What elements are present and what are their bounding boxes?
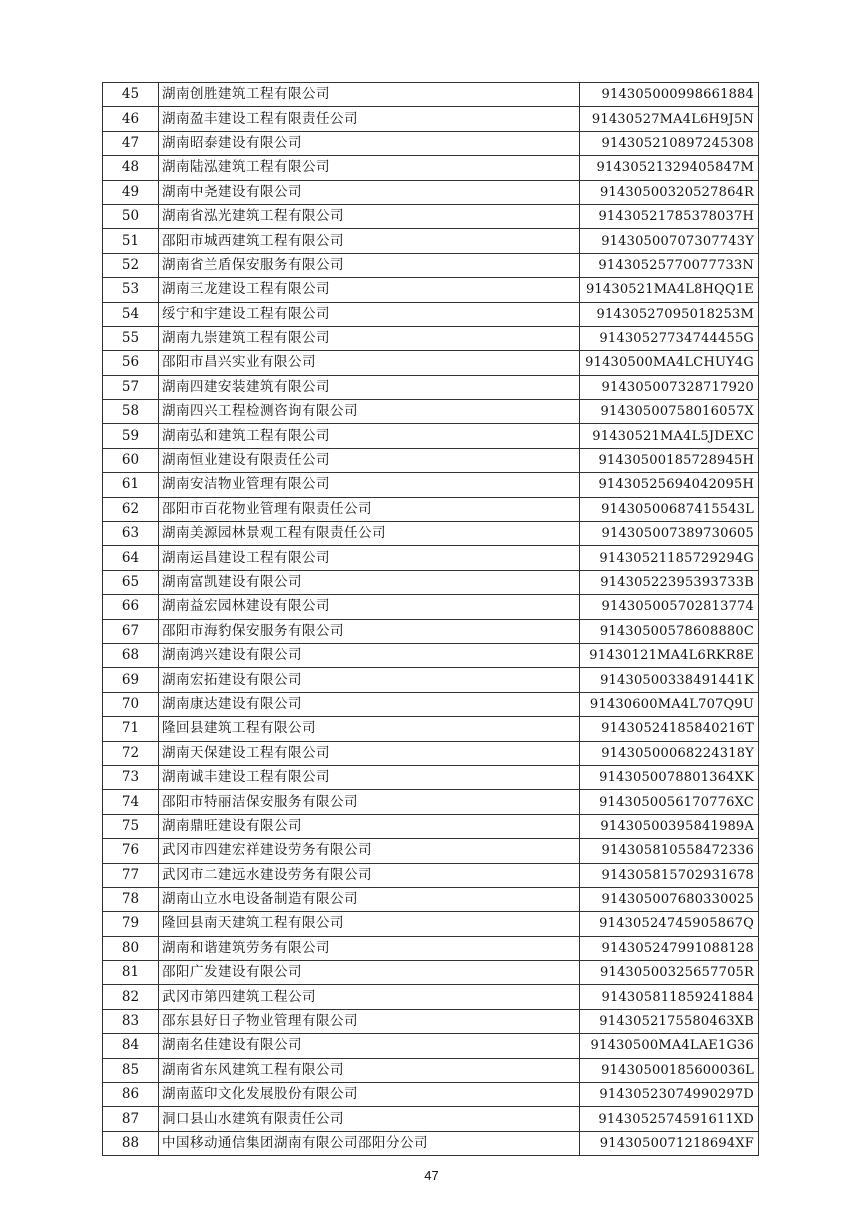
table-row	[103, 765, 759, 789]
company-name: 湖南安洁物业管理有限公司	[159, 473, 580, 497]
company-name: 邵阳市城西建筑工程有限公司	[159, 229, 580, 253]
company-name: 绥宁和宇建设工程有限公司	[159, 302, 580, 326]
credit-code: 914305810558472336	[580, 839, 759, 863]
table-row	[103, 156, 759, 180]
company-name: 湖南创胜建筑工程有限公司	[159, 83, 580, 107]
credit-code: 91430500687415543L	[580, 497, 759, 521]
row-number: 78	[103, 887, 159, 911]
row-number: 55	[103, 326, 159, 350]
company-table	[102, 82, 759, 1156]
table-row	[103, 570, 759, 594]
table-row	[103, 1009, 759, 1033]
company-name: 武冈市二建远水建设劳务有限公司	[159, 863, 580, 887]
company-name: 湖南四兴工程检测咨询有限公司	[159, 400, 580, 424]
table-row	[103, 107, 759, 131]
table-row	[103, 229, 759, 253]
row-number: 65	[103, 570, 159, 594]
credit-code: 914305000998661884	[580, 83, 759, 107]
credit-code: 91430500068224318Y	[580, 741, 759, 765]
page-number: 47	[424, 1168, 439, 1183]
row-number: 50	[103, 204, 159, 228]
credit-code: 91430500707307743Y	[580, 229, 759, 253]
row-number: 63	[103, 522, 159, 546]
row-number: 87	[103, 1107, 159, 1131]
credit-code: 914305007389730605	[580, 522, 759, 546]
row-number: 66	[103, 595, 159, 619]
row-number: 74	[103, 790, 159, 814]
company-name: 湖南省东风建筑工程有限公司	[159, 1058, 580, 1082]
company-name: 湖南鸿兴建设有限公司	[159, 643, 580, 667]
row-number: 76	[103, 839, 159, 863]
table-row	[103, 692, 759, 716]
row-number: 72	[103, 741, 159, 765]
row-number: 48	[103, 156, 159, 180]
company-name: 湖南诚丰建设工程有限公司	[159, 765, 580, 789]
credit-code: 91430121MA4L6RKR8E	[580, 643, 759, 667]
credit-code: 91430500MA4LAE1G36	[580, 1034, 759, 1058]
company-name: 湖南九崇建筑工程有限公司	[159, 326, 580, 350]
row-number: 80	[103, 936, 159, 960]
company-name: 湖南天保建设工程有限公司	[159, 741, 580, 765]
row-number: 69	[103, 668, 159, 692]
credit-code: 914305811859241884	[580, 985, 759, 1009]
table-row	[103, 1058, 759, 1082]
row-number: 70	[103, 692, 159, 716]
company-name: 武冈市第四建筑工程公司	[159, 985, 580, 1009]
row-number: 51	[103, 229, 159, 253]
table-row	[103, 985, 759, 1009]
credit-code: 91430527734744455G	[580, 326, 759, 350]
company-name: 湖南运昌建设工程有限公司	[159, 546, 580, 570]
table-row	[103, 278, 759, 302]
row-number: 83	[103, 1009, 159, 1033]
row-number: 67	[103, 619, 159, 643]
row-number: 84	[103, 1034, 159, 1058]
company-name: 湖南四建安装建筑有限公司	[159, 375, 580, 399]
company-name: 湖南宏拓建设有限公司	[159, 668, 580, 692]
table-row	[103, 131, 759, 155]
table-row	[103, 717, 759, 741]
credit-code: 914305815702931678	[580, 863, 759, 887]
row-number: 62	[103, 497, 159, 521]
table-row	[103, 668, 759, 692]
row-number: 45	[103, 83, 159, 107]
table-row	[103, 326, 759, 350]
company-name: 湖南盈丰建设工程有限责任公司	[159, 107, 580, 131]
company-name: 中国移动通信集团湖南有限公司邵阳分公司	[159, 1131, 580, 1155]
row-number: 52	[103, 253, 159, 277]
table-row	[103, 375, 759, 399]
credit-code: 91430521MA4L8HQQ1E	[580, 278, 759, 302]
company-name: 武冈市四建宏祥建设劳务有限公司	[159, 839, 580, 863]
table-row	[103, 936, 759, 960]
company-name: 邵阳广发建设有限公司	[159, 961, 580, 985]
row-number: 73	[103, 765, 159, 789]
company-name: 湖南名佳建设有限公司	[159, 1034, 580, 1058]
row-number: 56	[103, 351, 159, 375]
credit-code: 91430500578608880C	[580, 619, 759, 643]
company-name: 湖南益宏园林建设有限公司	[159, 595, 580, 619]
row-number: 54	[103, 302, 159, 326]
row-number: 79	[103, 912, 159, 936]
table-row	[103, 351, 759, 375]
company-name: 湖南弘和建筑工程有限公司	[159, 424, 580, 448]
table-row	[103, 1083, 759, 1107]
table-row	[103, 424, 759, 448]
company-table-container	[102, 82, 758, 1156]
table-row	[103, 204, 759, 228]
row-number: 71	[103, 717, 159, 741]
credit-code: 914305007680330025	[580, 887, 759, 911]
row-number: 82	[103, 985, 159, 1009]
credit-code: 9143050071218694XF	[580, 1131, 759, 1155]
credit-code: 91430521185729294G	[580, 546, 759, 570]
table-row	[103, 887, 759, 911]
credit-code: 91430527095018253M	[580, 302, 759, 326]
credit-code: 91430500758016057X	[580, 400, 759, 424]
row-number: 68	[103, 643, 159, 667]
table-row	[103, 863, 759, 887]
credit-code: 91430500395841989A	[580, 814, 759, 838]
company-name: 湖南山立水电设备制造有限公司	[159, 887, 580, 911]
credit-code: 91430522395393733B	[580, 570, 759, 594]
company-name: 邵阳市昌兴实业有限公司	[159, 351, 580, 375]
credit-code: 91430500338491441K	[580, 668, 759, 692]
table-row	[103, 814, 759, 838]
credit-code: 9143052574591611XD	[580, 1107, 759, 1131]
table-row	[103, 497, 759, 521]
row-number: 64	[103, 546, 159, 570]
company-name: 湖南省泓光建筑工程有限公司	[159, 204, 580, 228]
row-number: 60	[103, 448, 159, 472]
credit-code: 91430500185728945H	[580, 448, 759, 472]
table-row	[103, 961, 759, 985]
row-number: 53	[103, 278, 159, 302]
table-row	[103, 180, 759, 204]
credit-code: 91430523074990297D	[580, 1083, 759, 1107]
row-number: 77	[103, 863, 159, 887]
company-name: 邵东县好日子物业管理有限公司	[159, 1009, 580, 1033]
credit-code: 91430500MA4LCHUY4G	[580, 351, 759, 375]
table-row	[103, 643, 759, 667]
company-name: 湖南中尧建设有限公司	[159, 180, 580, 204]
credit-code: 914305005702813774	[580, 595, 759, 619]
table-row	[103, 302, 759, 326]
table-row	[103, 400, 759, 424]
credit-code: 91430500325657705R	[580, 961, 759, 985]
company-name: 湖南恒业建设有限责任公司	[159, 448, 580, 472]
company-name: 湖南鼎旺建设有限公司	[159, 814, 580, 838]
table-row	[103, 912, 759, 936]
table-row	[103, 448, 759, 472]
row-number: 47	[103, 131, 159, 155]
credit-code: 91430524185840216T	[580, 717, 759, 741]
row-number: 49	[103, 180, 159, 204]
row-number: 85	[103, 1058, 159, 1082]
company-name: 湖南和谐建筑劳务有限公司	[159, 936, 580, 960]
table-row	[103, 473, 759, 497]
row-number: 59	[103, 424, 159, 448]
credit-code: 914305210897245308	[580, 131, 759, 155]
credit-code: 9143050056170776XC	[580, 790, 759, 814]
table-row	[103, 546, 759, 570]
company-name: 湖南美源园林景观工程有限责任公司	[159, 522, 580, 546]
row-number: 57	[103, 375, 159, 399]
table-row	[103, 839, 759, 863]
credit-code: 91430521MA4L5JDEXC	[580, 424, 759, 448]
table-row	[103, 83, 759, 107]
company-name: 洞口县山水建筑有限责任公司	[159, 1107, 580, 1131]
credit-code: 91430525694042095H	[580, 473, 759, 497]
table-row	[103, 619, 759, 643]
row-number: 88	[103, 1131, 159, 1155]
row-number: 81	[103, 961, 159, 985]
company-name: 邵阳市特丽洁保安服务有限公司	[159, 790, 580, 814]
company-name: 湖南三龙建设工程有限公司	[159, 278, 580, 302]
company-name: 隆回县建筑工程有限公司	[159, 717, 580, 741]
company-name: 邵阳市百花物业管理有限责任公司	[159, 497, 580, 521]
table-row	[103, 1034, 759, 1058]
credit-code: 914305247991088128	[580, 936, 759, 960]
table-row	[103, 1107, 759, 1131]
company-name: 湖南省兰盾保安服务有限公司	[159, 253, 580, 277]
credit-code: 91430500320527864R	[580, 180, 759, 204]
credit-code: 91430521329405847M	[580, 156, 759, 180]
credit-code: 9143052175580463XB	[580, 1009, 759, 1033]
company-table-body	[103, 83, 759, 1156]
row-number: 75	[103, 814, 159, 838]
company-name: 湖南康达建设有限公司	[159, 692, 580, 716]
table-row	[103, 741, 759, 765]
credit-code: 91430500185600036L	[580, 1058, 759, 1082]
company-name: 湖南富凯建设有限公司	[159, 570, 580, 594]
credit-code: 91430600MA4L707Q9U	[580, 692, 759, 716]
company-name: 湖南陆泓建筑工程有限公司	[159, 156, 580, 180]
row-number: 46	[103, 107, 159, 131]
company-name: 湖南蓝印文化发展股份有限公司	[159, 1083, 580, 1107]
company-name: 邵阳市海豹保安服务有限公司	[159, 619, 580, 643]
table-row	[103, 253, 759, 277]
credit-code: 91430524745905867Q	[580, 912, 759, 936]
table-row	[103, 790, 759, 814]
credit-code: 9143050078801364XK	[580, 765, 759, 789]
credit-code: 91430525770077733N	[580, 253, 759, 277]
row-number: 86	[103, 1083, 159, 1107]
credit-code: 91430521785378037H	[580, 204, 759, 228]
table-row	[103, 522, 759, 546]
credit-code: 91430527MA4L6H9J5N	[580, 107, 759, 131]
company-name: 湖南昭泰建设有限公司	[159, 131, 580, 155]
company-name: 隆回县南天建筑工程有限公司	[159, 912, 580, 936]
table-row	[103, 595, 759, 619]
credit-code: 914305007328717920	[580, 375, 759, 399]
row-number: 58	[103, 400, 159, 424]
row-number: 61	[103, 473, 159, 497]
table-row	[103, 1131, 759, 1155]
